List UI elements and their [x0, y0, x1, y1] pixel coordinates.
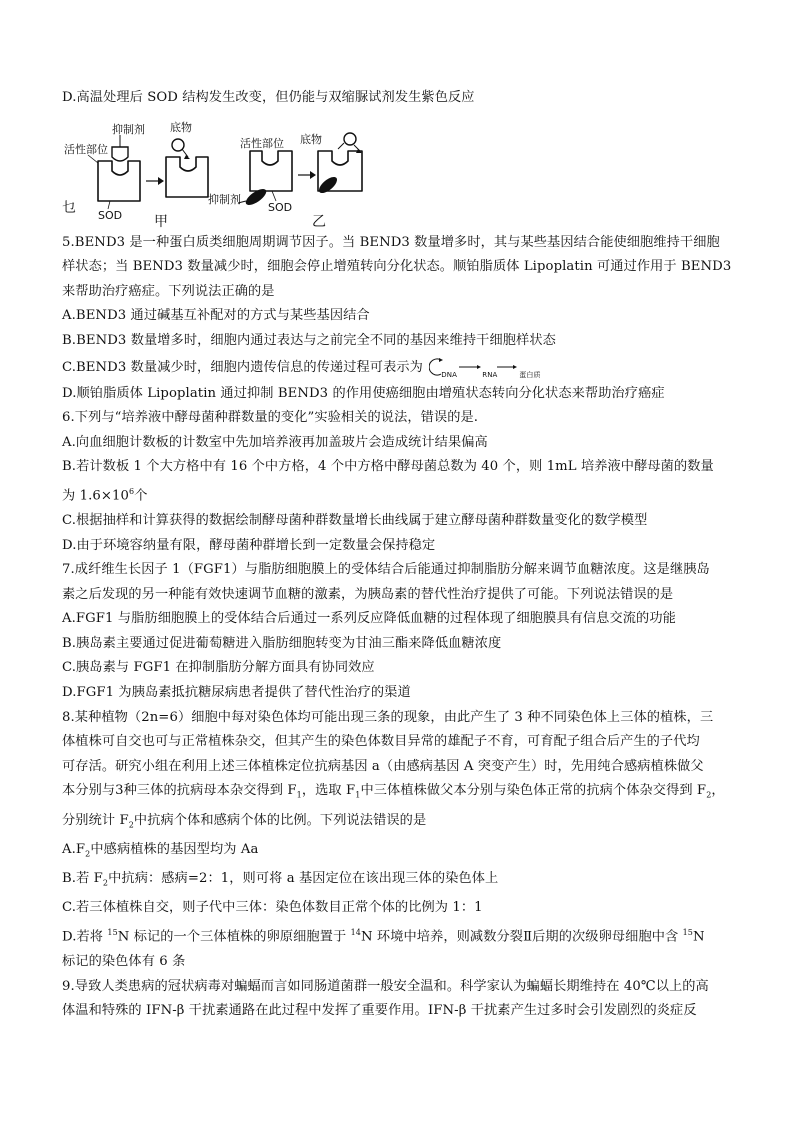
inhibitor-1 — [112, 147, 128, 161]
q7-option-a: A.FGF1 与脂肪细胞膜上的受体结合后通过一系列反应降低血糖的过程体现了细胞膜具有信息交流的功能 — [62, 611, 676, 627]
q8-b-post: 中抗病：感病=2：1，则可将 a 基因定位在该出现三体的染色体上 — [108, 871, 499, 887]
q5-option-b: B.BEND3 数量增多时，细胞内通过表达与之前完全不同的基因来维持干细胞样状态 — [62, 332, 556, 348]
q7-option-b: B.胰岛素主要通过促进葡萄糖进入脂肪细胞转变为甘油三酯来降低血糖浓度 — [62, 635, 502, 651]
q8-l5-post: 中抗病个体和感病个体的比例。下列说法错误的是 — [133, 812, 427, 828]
q8-option-a — [62, 838, 746, 867]
q8-d1-mid2: N 环境中培养，则减数分裂Ⅱ后期的次级卵母细胞中含 — [360, 929, 683, 945]
q7-stem-2: 素之后发现的另一种能有效快速调节血糖的激素，为胰岛素的替代性治疗提供了可能。下列说法错误的是 — [62, 586, 674, 602]
q8-a-s: 2 — [85, 849, 91, 859]
central-dogma-diagram — [429, 356, 547, 378]
sod-enzyme-1 — [98, 161, 140, 201]
q8-option-d-2: 标记的染色体有 6 条 — [62, 953, 186, 969]
q8-d1-sup3: 15 — [682, 927, 693, 937]
q8-stem-4 — [62, 779, 746, 808]
q8-l4-s2: 1 — [355, 791, 361, 801]
q7-option-c: C.胰岛素与 FGF1 在抑制脂肪分解方面具有协同效应 — [62, 660, 375, 676]
q5-option-c-text: C.BEND3 数量减少时，细胞内遗传信息的传递过程可表示为 — [62, 359, 423, 375]
q6-option-b-2 — [62, 480, 746, 509]
q5-stem-1: 5.BEND3 是一种蛋白质类细胞周期调节因子。当 BEND3 数量增多时，其与某些基因结合能使细胞维持干细胞 — [62, 234, 720, 250]
q9-stem-1: 9.导致人类患病的冠状病毒对蝙蝠而言如同肠道菌群一般安全温和。科学家认为蝙蝠长期维持在 40℃以上的高 — [62, 978, 709, 994]
q8-stem-1: 8.某种植物（2n=6）细胞中每对染色体均可能出现三条的现象，由此产生了 3 种不同染色体上三体的植株，三 — [62, 709, 714, 725]
label-left-mark: 乜 — [62, 199, 76, 216]
q8-option-c: C.若三体植株自交，则子代中三体：染色体数目正常个体的比例为 1：1 — [62, 900, 483, 916]
dogma-rna: RNA — [482, 371, 498, 380]
q5-option-c — [62, 354, 746, 382]
q8-d1-pre: D.若将 — [62, 929, 108, 945]
q5-option-d: D.顺铂脂质体 Lipoplatin 通过抑制 BEND3 的作用使癌细胞由增殖状态转向分化状态来帮助治疗癌症 — [62, 385, 665, 401]
q8-l4-pre: 本分别与3种三体的抗病母本杂交得到 F — [62, 783, 297, 799]
substrate-2 — [344, 133, 356, 145]
q8-b-s: 2 — [102, 878, 109, 888]
q8-b-pre: B.若 F — [62, 871, 103, 887]
q8-d1-post: N — [692, 929, 705, 945]
q8-d1-sup2: 14 — [350, 927, 361, 937]
q6-option-c: C.根据抽样和计算获得的数据绘制酵母菌种群数量增长曲线属于建立酵母菌种群数量变化的数学模型 — [62, 512, 648, 528]
exam-page — [62, 86, 746, 1024]
q5-stem-2: 样状态；当 BEND3 数量减少时，细胞会停止增殖转向分化状态。顺铂脂质体 Lipoplatin 可通过作用于 BEND3 — [62, 259, 732, 275]
label-substrate: 底物 — [170, 120, 192, 134]
q8-l4-s1: 1 — [296, 791, 302, 801]
label-active-site-2: 活性部位 — [240, 136, 284, 150]
label-substrate-2: 底物 — [300, 132, 322, 146]
q8-d1-mid: N 标记的一个三体植株的卵原细胞置于 — [117, 929, 351, 945]
q8-a-pre: A.F — [62, 841, 86, 857]
label-inhibitor-2: 抑制剂 — [208, 192, 241, 206]
q8-a-post: 中感病植株的基因型均为 Aa — [90, 841, 259, 857]
q9-stem-2: 体温和特殊的 IFN-β 干扰素通路在此过程中发挥了重要作用。IFN-β 干扰素产生过多时会引发剧烈的炎症反 — [62, 1003, 697, 1019]
q5-stem-3: 来帮助治疗癌症。下列说法正确的是 — [62, 283, 275, 299]
q8-l5-s1: 2 — [128, 820, 134, 830]
q6-option-a: A.向血细胞计数板的计数室中先加培养液再加盖玻片会造成统计结果偏高 — [62, 434, 488, 450]
q8-option-b — [62, 867, 746, 896]
q8-l4-mid: ，选取 F — [301, 783, 356, 799]
caption-yi: 乙 — [312, 213, 326, 230]
q7-stem-1: 7.成纤维生长因子 1（FGF1）与脂肪细胞膜上的受体结合后能通过抑制脂肪分解来调节血糖浓度。这是继胰岛 — [62, 562, 710, 578]
q6-b2-pre: 为 1.6×10 — [62, 488, 129, 504]
q8-stem-5 — [62, 809, 746, 838]
sod-enzyme-2 — [166, 157, 208, 197]
label-sod: SOD — [98, 208, 123, 222]
caption-jia: 甲 — [154, 213, 168, 230]
dogma-dna: DNA — [441, 371, 457, 380]
q6-b2-exp: 6 — [128, 486, 135, 496]
label-inhibitor: 抑制剂 — [112, 122, 145, 136]
label-sod-2: SOD — [268, 200, 293, 214]
q7-option-d: D.FGF1 为胰岛素抵抗糖尿病患者提供了替代性治疗的渠道 — [62, 685, 411, 701]
enzyme-diagram — [62, 117, 746, 229]
inhibitor-2 — [243, 186, 268, 208]
dogma-protein: 蛋白质 — [519, 371, 541, 380]
q8-stem-2: 体植株可自交也可与正常植株杂交，但其产生的染色体数目异常的雄配子不育，可育配子组合后产生的子代均 — [62, 734, 700, 750]
inhibitor-3 — [316, 174, 339, 196]
q5-option-a: A.BEND3 通过碱基互补配对的方式与某些基因结合 — [62, 308, 370, 324]
q8-stem-3: 可存活。研究小组在利用上述三体植株定位抗病基因 a（由感病基因 A 突变产生）时，先用纯合感病植株做父 — [62, 758, 704, 774]
q8-option-d-1 — [62, 921, 746, 950]
q6-option-d: D.由于环境容纳量有限，酵母菌种群增长到一定数量会保持稳定 — [62, 537, 436, 553]
q6-stem: 6.下列与“培养液中酵母菌种群数量的变化”实验相关的说法，错误的是. — [62, 410, 479, 426]
q6-b2-post: 个 — [134, 488, 148, 504]
label-active-site: 活性部位 — [64, 142, 108, 156]
q8-l4-end: ， — [711, 783, 725, 799]
q8-l4-post: 中三体植株做父本分别与染色体正常的抗病个体杂交得到 F — [360, 783, 707, 799]
sod-enzyme-3 — [250, 151, 292, 191]
q4-option-d: D.高温处理后 SOD 结构发生改变，但仍能与双缩脲试剂发生紫色反应 — [62, 90, 475, 105]
q8-l5-pre: 分别统计 F — [62, 812, 129, 828]
q6-option-b-1: B.若计数板 1 个大方格中有 16 个中方格，4 个中方格中酵母菌总数为 40 个，则 1mL 培养液中酵母菌的数量 — [62, 459, 714, 475]
q8-d1-sup1: 15 — [107, 927, 118, 937]
q8-l4-s3: 2 — [706, 791, 712, 801]
